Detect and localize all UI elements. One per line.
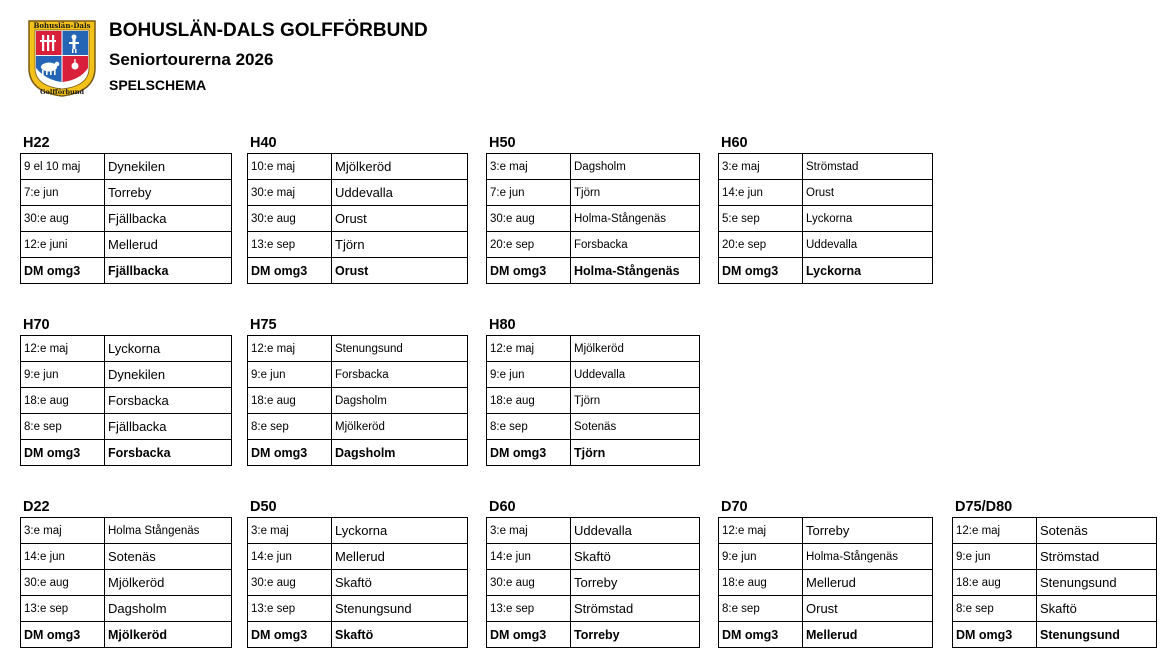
venue-cell: Mjölkeröd: [105, 570, 232, 596]
section-heading: SPELSCHEMA: [109, 77, 207, 93]
venue-cell: Orust: [332, 258, 468, 284]
document-header: [26, 18, 526, 98]
date-cell: 12:e maj: [719, 518, 803, 544]
table-row-dm: [21, 622, 232, 648]
table-row: [21, 388, 232, 414]
schedule-table: [247, 153, 468, 284]
date-cell: 9:e jun: [21, 362, 105, 388]
table-row: [21, 206, 232, 232]
date-cell: 13:e sep: [248, 596, 332, 622]
venue-cell: Uddevalla: [332, 180, 468, 206]
venue-cell: Stenungsund: [332, 596, 468, 622]
schedule-table: [20, 517, 232, 648]
schedule-table: [247, 517, 468, 648]
table-row: [21, 596, 232, 622]
table-row: [21, 414, 232, 440]
venue-cell: Forsbacka: [332, 362, 468, 388]
venue-cell: Uddevalla: [571, 362, 700, 388]
date-cell: 18:e aug: [953, 570, 1037, 596]
date-cell: 9:e jun: [719, 544, 803, 570]
schedule-h70: [20, 316, 232, 466]
date-cell: 9:e jun: [953, 544, 1037, 570]
table-row: [248, 596, 468, 622]
group-label: H22: [23, 135, 50, 151]
venue-cell: Forsbacka: [105, 440, 232, 466]
table-row: [248, 154, 468, 180]
schedule-table: [20, 335, 232, 466]
date-cell: 14:e jun: [248, 544, 332, 570]
table-row: [21, 544, 232, 570]
venue-cell: Lyckorna: [803, 258, 933, 284]
schedule-h40: [247, 134, 468, 284]
venue-cell: Forsbacka: [105, 388, 232, 414]
schedule-h60: [718, 134, 933, 284]
federation-logo: [26, 18, 98, 98]
venue-cell: Lyckorna: [803, 206, 933, 232]
table-row: [719, 596, 933, 622]
table-row: [21, 362, 232, 388]
document-subtitle: Seniortourerna 2026: [109, 50, 274, 69]
date-cell: 7:e jun: [487, 180, 571, 206]
table-row: [248, 414, 468, 440]
table-row: [719, 544, 933, 570]
table-row: [248, 518, 468, 544]
schedule-table: [486, 153, 700, 284]
date-cell: 14:e jun: [719, 180, 803, 206]
venue-cell: Mjölkeröd: [332, 414, 468, 440]
venue-cell: Sotenäs: [571, 414, 700, 440]
table-row: [719, 180, 933, 206]
schedule-d50: [247, 498, 468, 648]
table-row: [487, 388, 700, 414]
date-cell: 14:e jun: [21, 544, 105, 570]
venue-cell: Tjörn: [571, 440, 700, 466]
table-row: [953, 518, 1157, 544]
table-row: [487, 154, 700, 180]
table-row-dm: [719, 622, 933, 648]
venue-cell: Fjällbacka: [105, 258, 232, 284]
table-row: [248, 180, 468, 206]
table-row: [248, 206, 468, 232]
group-label: D22: [23, 499, 50, 515]
schedule-table: [20, 153, 232, 284]
table-row: [719, 232, 933, 258]
table-row: [953, 570, 1157, 596]
venue-cell: Holma-Stångenäs: [571, 206, 700, 232]
schedule-table: [718, 153, 933, 284]
group-label: H40: [250, 135, 277, 151]
date-cell: 12:e maj: [953, 518, 1037, 544]
venue-cell: Uddevalla: [803, 232, 933, 258]
schedule-table: [952, 517, 1157, 648]
logo-text-bottom: Golfförbund: [40, 88, 84, 96]
venue-cell: Fjällbacka: [105, 414, 232, 440]
date-cell: 9 el 10 maj: [21, 154, 105, 180]
table-row: [248, 544, 468, 570]
date-cell: 20:e sep: [487, 232, 571, 258]
venue-cell: Tjörn: [332, 232, 468, 258]
table-row: [719, 154, 933, 180]
table-row: [21, 336, 232, 362]
table-row: [487, 596, 700, 622]
venue-cell: Sotenäs: [105, 544, 232, 570]
table-row-dm: [719, 258, 933, 284]
date-cell: 18:e aug: [487, 388, 571, 414]
date-cell: 9:e jun: [487, 362, 571, 388]
table-row: [487, 518, 700, 544]
venue-cell: Lyckorna: [332, 518, 468, 544]
venue-cell: Mjölkeröd: [332, 154, 468, 180]
table-row: [487, 414, 700, 440]
venue-cell: Skaftö: [332, 570, 468, 596]
venue-cell: Dynekilen: [105, 154, 232, 180]
date-cell: 12:e maj: [21, 336, 105, 362]
date-cell: DM omg3: [21, 622, 105, 648]
date-cell: DM omg3: [248, 258, 332, 284]
date-cell: 3:e maj: [21, 518, 105, 544]
venue-cell: Stenungsund: [332, 336, 468, 362]
table-row-dm: [487, 258, 700, 284]
table-row-dm: [248, 258, 468, 284]
date-cell: 12:e maj: [487, 336, 571, 362]
venue-cell: Uddevalla: [571, 518, 700, 544]
table-row: [719, 570, 933, 596]
venue-cell: Torreby: [105, 180, 232, 206]
group-label: D75/D80: [955, 499, 1013, 515]
table-row: [21, 180, 232, 206]
date-cell: 3:e maj: [248, 518, 332, 544]
group-label: D60: [489, 499, 516, 515]
table-row-dm: [248, 440, 468, 466]
table-row-dm: [953, 622, 1157, 648]
venue-cell: Mellerud: [803, 622, 933, 648]
venue-cell: Dagsholm: [571, 154, 700, 180]
venue-cell: Stenungsund: [1037, 570, 1157, 596]
group-label: H75: [250, 317, 277, 333]
date-cell: DM omg3: [719, 258, 803, 284]
date-cell: 14:e jun: [487, 544, 571, 570]
date-cell: 30:e aug: [487, 570, 571, 596]
group-label: H60: [721, 135, 748, 151]
group-label: D70: [721, 499, 748, 515]
date-cell: 18:e aug: [248, 388, 332, 414]
date-cell: 7:e jun: [21, 180, 105, 206]
venue-cell: Strömstad: [803, 154, 933, 180]
group-label: H70: [23, 317, 50, 333]
schedule-h75: [247, 316, 468, 466]
table-row-dm: [248, 622, 468, 648]
table-row: [21, 154, 232, 180]
venue-cell: Mjölkeröd: [571, 336, 700, 362]
date-cell: 12:e juni: [21, 232, 105, 258]
schedule-table: [247, 335, 468, 466]
table-row-dm: [487, 622, 700, 648]
table-row: [487, 362, 700, 388]
venue-cell: Orust: [803, 596, 933, 622]
venue-cell: Forsbacka: [571, 232, 700, 258]
date-cell: DM omg3: [248, 622, 332, 648]
table-row: [719, 518, 933, 544]
date-cell: 13:e sep: [487, 596, 571, 622]
schedule-d75-d80: [952, 498, 1157, 648]
venue-cell: Orust: [803, 180, 933, 206]
date-cell: 13:e sep: [21, 596, 105, 622]
table-row: [487, 206, 700, 232]
date-cell: 8:e sep: [953, 596, 1037, 622]
venue-cell: Fjällbacka: [105, 206, 232, 232]
date-cell: 8:e sep: [487, 414, 571, 440]
date-cell: 9:e jun: [248, 362, 332, 388]
venue-cell: Holma Stångenäs: [105, 518, 232, 544]
table-row: [487, 544, 700, 570]
date-cell: DM omg3: [487, 622, 571, 648]
venue-cell: Dagsholm: [332, 440, 468, 466]
venue-cell: Skaftö: [571, 544, 700, 570]
venue-cell: Torreby: [571, 622, 700, 648]
venue-cell: Mellerud: [332, 544, 468, 570]
date-cell: 30:e aug: [21, 570, 105, 596]
venue-cell: Mjölkeröd: [105, 622, 232, 648]
venue-cell: Strömstad: [1037, 544, 1157, 570]
venue-cell: Skaftö: [1037, 596, 1157, 622]
date-cell: DM omg3: [21, 440, 105, 466]
venue-cell: Sotenäs: [1037, 518, 1157, 544]
group-label: H80: [489, 317, 516, 333]
schedule-h80: [486, 316, 700, 466]
logo-text-top: Bohuslän-Dals: [33, 21, 91, 30]
date-cell: 8:e sep: [248, 414, 332, 440]
table-row: [487, 232, 700, 258]
table-row: [953, 596, 1157, 622]
schedule-table: [718, 517, 933, 648]
date-cell: 3:e maj: [719, 154, 803, 180]
venue-cell: Torreby: [803, 518, 933, 544]
venue-cell: Tjörn: [571, 180, 700, 206]
date-cell: 30:e aug: [248, 570, 332, 596]
table-row: [487, 180, 700, 206]
date-cell: 8:e sep: [719, 596, 803, 622]
table-row-dm: [21, 258, 232, 284]
venue-cell: Mellerud: [105, 232, 232, 258]
venue-cell: Holma-Stångenäs: [571, 258, 700, 284]
date-cell: 12:e maj: [248, 336, 332, 362]
table-row: [248, 362, 468, 388]
venue-cell: Skaftö: [332, 622, 468, 648]
schedule-table: [486, 335, 700, 466]
table-row: [487, 570, 700, 596]
schedule-table: [486, 517, 700, 648]
table-row-dm: [487, 440, 700, 466]
date-cell: 30:e aug: [21, 206, 105, 232]
venue-cell: Tjörn: [571, 388, 700, 414]
date-cell: 5:e sep: [719, 206, 803, 232]
date-cell: DM omg3: [487, 258, 571, 284]
table-row: [248, 336, 468, 362]
venue-cell: Holma-Stångenäs: [803, 544, 933, 570]
date-cell: 3:e maj: [487, 154, 571, 180]
date-cell: 20:e sep: [719, 232, 803, 258]
schedule-h22: [20, 134, 232, 284]
table-row: [248, 570, 468, 596]
venue-cell: Orust: [332, 206, 468, 232]
date-cell: 18:e aug: [21, 388, 105, 414]
table-row: [248, 232, 468, 258]
schedule-d70: [718, 498, 933, 648]
venue-cell: Strömstad: [571, 596, 700, 622]
date-cell: 30:e maj: [248, 180, 332, 206]
table-row: [953, 544, 1157, 570]
table-row: [21, 232, 232, 258]
date-cell: 10:e maj: [248, 154, 332, 180]
date-cell: 30:e aug: [487, 206, 571, 232]
venue-cell: Mellerud: [803, 570, 933, 596]
group-label: D50: [250, 499, 277, 515]
table-row: [248, 388, 468, 414]
date-cell: DM omg3: [487, 440, 571, 466]
schedule-d22: [20, 498, 232, 648]
venue-cell: Dagsholm: [332, 388, 468, 414]
venue-cell: Stenungsund: [1037, 622, 1157, 648]
date-cell: 30:e aug: [248, 206, 332, 232]
date-cell: 13:e sep: [248, 232, 332, 258]
date-cell: DM omg3: [719, 622, 803, 648]
venue-cell: Dagsholm: [105, 596, 232, 622]
schedule-h50: [486, 134, 700, 284]
date-cell: 18:e aug: [719, 570, 803, 596]
date-cell: DM omg3: [953, 622, 1037, 648]
date-cell: 8:e sep: [21, 414, 105, 440]
date-cell: DM omg3: [21, 258, 105, 284]
venue-cell: Dynekilen: [105, 362, 232, 388]
table-row: [487, 336, 700, 362]
schedule-d60: [486, 498, 700, 648]
table-row: [21, 570, 232, 596]
venue-cell: Lyckorna: [105, 336, 232, 362]
date-cell: DM omg3: [248, 440, 332, 466]
group-label: H50: [489, 135, 516, 151]
table-row-dm: [21, 440, 232, 466]
table-row: [21, 518, 232, 544]
table-row: [719, 206, 933, 232]
document-title: BOHUSLÄN-DALS GOLFFÖRBUND: [109, 20, 428, 41]
venue-cell: Torreby: [571, 570, 700, 596]
date-cell: 3:e maj: [487, 518, 571, 544]
